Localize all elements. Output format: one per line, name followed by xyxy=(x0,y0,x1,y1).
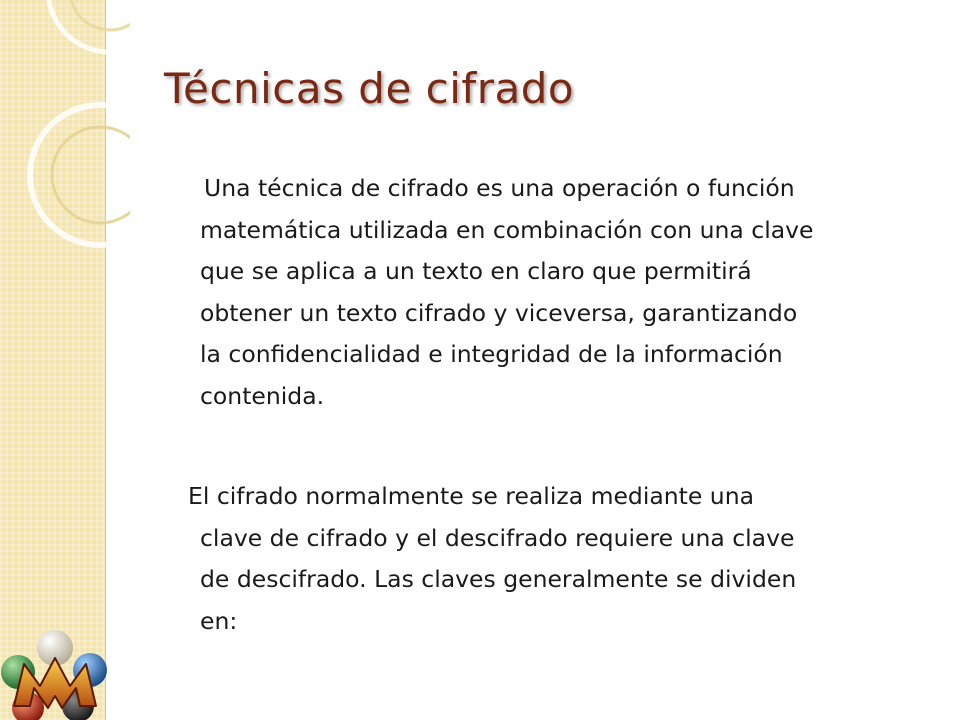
text-line: Una técnica de cifrado es una operación o función xyxy=(204,174,795,202)
magic-m-orbs-logo-icon xyxy=(0,628,110,720)
slide-title: Técnicas de cifrado xyxy=(164,64,575,113)
text-line: clave de cifrado y el descifrado requiere una clave xyxy=(200,523,795,552)
paragraph-keys xyxy=(176,476,916,642)
text-line: que se aplica a un texto en claro que permitirá xyxy=(200,257,752,285)
text-line: obtener un texto cifrado y viceversa, garantizando xyxy=(200,298,798,327)
circle-arcs-ornament-icon xyxy=(0,0,130,260)
paragraph-definition xyxy=(176,168,916,417)
text-line: de descifrado. Las claves generalmente se dividen xyxy=(200,565,797,593)
text-line: en: xyxy=(200,606,238,635)
text-line: contenida. xyxy=(200,381,325,410)
text-line: matemática utilizada en combinación con una clave xyxy=(200,215,814,244)
text-line: la confidencialidad e integridad de la información xyxy=(200,340,783,368)
text-line: El cifrado normalmente se realiza mediante una xyxy=(188,482,754,510)
